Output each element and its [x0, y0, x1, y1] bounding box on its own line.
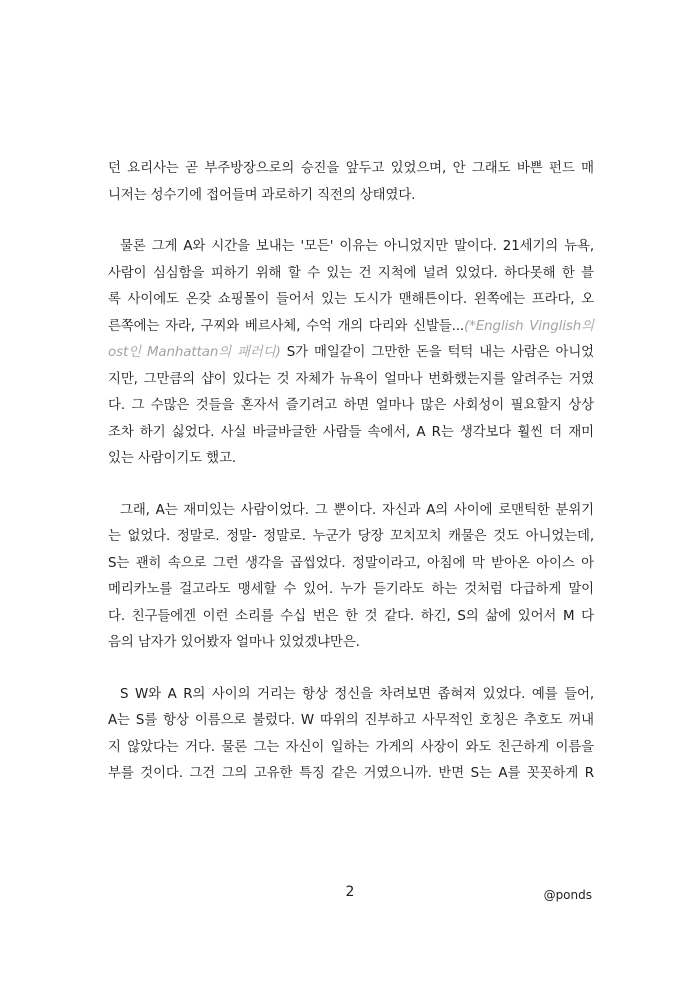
paragraph-2	[108, 234, 594, 473]
paragraph-4	[108, 682, 594, 788]
text-line: 물론 그게 A와 시간을 보내는 '모든' 이유는 아니었지만 말이다. 21세기의 뉴욕,	[120, 239, 594, 254]
author-handle: @ponds	[543, 888, 592, 902]
text-line: 던 요리사는 곧 부주방장으로의 승진을 앞두고 있었으며, 안 그래도 바쁜 펀드 매	[108, 161, 594, 176]
aside-note: (*English Vinglish의	[464, 318, 594, 334]
aside-note: ost인 Manhattan의 패러디)	[108, 345, 281, 360]
page-number: 2	[345, 884, 355, 900]
text-line: 부를 것이다. 그건 그의 고유한 특징 같은 거였으니까. 반면 S는 A를 꼿꼿하게 R	[108, 766, 594, 781]
text-line: A는 S를 항상 이름으로 불렀다. W 따위의 진부하고 사무적인 호칭은 추호도 꺼내	[108, 713, 594, 728]
paragraph-3	[108, 498, 594, 657]
text-line: 니저는 성수기에 접어들며 과로하기 직전의 상태였다.	[108, 187, 416, 203]
text-line: 그래, A는 재미있는 사람이었다. 그 뿐이다. 자신과 A의 사이에 로맨틱한 분위기	[120, 502, 594, 518]
text-line	[108, 340, 594, 367]
text-line: 록 사이에도 온갖 쇼핑몰이 들어서 있는 도시가 맨해튼이다. 왼쪽에는 프라다, 오	[108, 292, 594, 307]
text-line: 있는 사람이기도 했고.	[108, 451, 236, 466]
body-text	[108, 156, 594, 813]
text-line: 지만, 그만큼의 샵이 있다는 것 자체가 뉴욕이 얼마나 번화했는지를 알려주는 거였	[108, 371, 594, 387]
text-segment: 른쪽에는 자라, 구찌와 베르사체, 수억 개의 다리와 신발들...	[108, 318, 465, 334]
text-line: 는 없었다. 정말로. 정말- 정말로. 누군가 당장 꼬치꼬치 캐물은 것도 아니었는데,	[108, 529, 594, 544]
text-segment: S가 매일같이 그만한 돈을 턱턱 내는 사람은 아니었	[286, 345, 594, 360]
text-line: 지 않았다는 거다. 물론 그는 자신이 일하는 가게의 사장이 와도 친근하게 이름을	[108, 739, 594, 755]
text-line	[108, 314, 594, 341]
text-line: 다. 친구들에겐 이런 소리를 수십 번은 한 것 같다. 하긴, S의 삶에 있어서 M 다	[108, 608, 594, 624]
text-line: 조차 하기 싫었다. 사실 바글바글한 사람들 속에서, A R는 생각보다 훨씬 더 재미	[108, 424, 594, 440]
text-line: S W와 A R의 사이의 거리는 항상 정신을 차려보면 좁혀져 있었다. 예를 들어,	[120, 686, 594, 702]
text-line: 음의 남자가 있어봤자 얼마나 있었겠냐만은.	[108, 635, 360, 650]
paragraph-1	[108, 156, 594, 209]
text-line: 사람이 심심함을 피하기 위해 할 수 있는 건 지척에 널려 있었다. 하다못해 한 블	[108, 265, 594, 281]
text-line: 다. 그 수많은 것들을 혼자서 즐기려고 하면 얼마나 많은 사회성이 필요할지 상상	[108, 398, 594, 413]
text-line: S는 괜히 속으로 그런 생각을 곱씹었다. 정말이라고, 아침에 막 받아온 아이스 아	[108, 555, 594, 571]
text-line: 메리카노를 걸고라도 맹세할 수 있어. 누가 듣기라도 하는 것처럼 다급하게 말이	[108, 582, 594, 597]
